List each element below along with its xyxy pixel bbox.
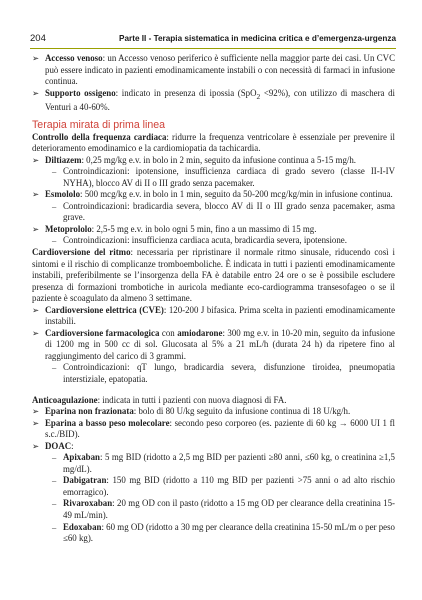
item-text: Controindicazioni: ipotensione, insufficienza cardiaca di grado severo (classe II-I-IV NYHA), blocco AV di II o III grado senza pacemaker. [63,166,395,188]
list-item-ebpm [32,418,395,441]
term: Metoprololo [45,223,92,234]
section-heading: Terapia mirata di prima linea [32,118,166,131]
spacer [32,386,395,395]
dash-bullet-icon: – [52,452,57,463]
item-text: : 5 mg BID (ridotto a 2,5 mg BID per pazienti ≥80 anni, ≤60 kg, o creatinina ≥1,5 mg/dL). [63,452,395,474]
drug-name: amiodarone [177,327,223,338]
term: Diltiazem [45,154,82,165]
term: Eparina non frazionata [45,406,134,417]
item-text: : 500 mcg/kg e.v. in bolo in 1 min, seguito da 50-200 mcg/kg/min in infusione continua. [80,189,393,200]
subscript: 2 [256,91,261,101]
arrow-bullet-icon: ➢ [32,154,40,165]
sub-item-edoxaban [32,522,395,545]
term: Rivaroxaban [63,498,113,509]
arrow-bullet-icon: ➢ [32,417,40,428]
dash-bullet-icon: – [52,166,57,177]
term: Anticoagulazione [32,394,98,405]
item-text: : 150 mg BID (ridotto a 110 mg BID per pazienti >75 anni o ad alto rischio emorragico). [63,475,395,497]
paragraph-rate-control [32,132,395,155]
item-text: : [71,440,74,451]
item-text-cont: <92%), con utilizzo di maschera di Venturi a 40-60%. [45,87,395,112]
term: Controllo della frequenza cardiaca [32,131,167,142]
list-item-diltiazem [32,155,395,167]
sub-item-dabigatran [32,475,395,498]
page-number: 204 [30,33,46,44]
dash-bullet-icon: – [52,200,57,211]
item-text: Controindicazioni: insufficienza cardiaca acuta, bradicardia severa, ipotensione. [63,235,347,246]
header-rule [30,48,396,49]
term: Eparina a basso peso molecolare [45,417,170,428]
term: Cardioversione del ritmo [32,246,131,257]
term: Supporto ossigeno [45,87,116,98]
item-text: : indicato in presenza di ipossia (SpO [115,87,257,98]
list-item-esmolol [32,189,395,201]
running-title: Parte II - Terapia sistematica in medicina critica e d’emergenza-urgenza [119,34,396,43]
term: Dabigatran [63,475,107,486]
item-text: : 300 mg e.v. in 10-20 min, seguito da infusione di 1200 mg in 500 cc di sol. Glucosata al 5% a 21 mL/h (durata 24 h) da ripetere fino al raggiungimento del carico di 3 grammi. [45,327,395,361]
term: Edoxaban [63,521,102,532]
sub-item-apixaban [32,452,395,475]
term: Accesso venoso [45,53,103,63]
dash-bullet-icon: – [52,235,57,246]
item-text: : bolo di 80 U/kg seguito da infusione continua di 18 U/kg/h. [133,406,351,417]
sub-item-rivaroxaban [32,498,395,521]
dash-bullet-icon: – [52,498,57,509]
item-text: : 20 mg OD con il pasto (ridotto a 15 mg OD per clearance della creatinina 15-49 mL/min). [63,498,395,521]
arrow-bullet-icon: ➢ [32,440,40,451]
sub-item-contraindications [32,201,395,224]
term: Esmololo [45,189,81,200]
term: Apixaban [63,452,100,463]
arrow-bullet-icon: ➢ [32,223,40,234]
item-text: : 0,25 mg/kg e.v. in bolo in 2 min, seguito da infusione continua a 5-15 mg/h. [81,154,357,165]
list-item-doac [32,441,395,453]
paragraph-rhythm-control [32,247,395,305]
list-item-supporto-ossigeno [32,88,395,114]
arrow-bullet-icon: ➢ [32,304,40,315]
arrow-bullet-icon: ➢ [32,189,40,200]
list-item-metoprolol [32,224,395,236]
page-header [30,33,396,47]
arrow-bullet-icon: ➢ [32,327,40,338]
paragraph-text: : necessaria per ripristinare il normale ritmo sinusale, riducendo così i sintomi e il rischio di complicanze tromboemboliche. È indicata in tutti i pazienti emodinamicamente instabili, preferibilmente se l’insorgenza della FA è databile entro 24 ore o se è possibile escludere presenza di formazioni trombotiche in auricola mediante eco-cardiogramma transesofageo o se il paziente è scoagulato da almeno 3 settimane. [32,246,395,304]
paragraph-text: : indicata in tutti i pazienti con nuova diagnosi di FA. [97,394,287,405]
arrow-bullet-icon: ➢ [32,53,40,63]
dash-bullet-icon: – [52,521,57,532]
item-text: : 120-200 J bifasica. Prima scelta in pazienti emodinamicamente instabili. [45,304,396,327]
item-text: : un Accesso venoso periferico è sufficiente nella maggior parte dei casi. Un CVC può essere indicato in pazienti emodinamicamente instabili o con necessità di farmaci in infusione continua. [45,53,395,87]
term: Cardioversione farmacologica [45,327,160,338]
page-content [32,53,395,545]
item-text: : 60 mg OD (ridotto a 30 mg per clearance della creatinina 15-50 mL/m o per peso ≤60 kg). [63,521,395,544]
term: DOAC [45,440,72,451]
list-item-accesso-venoso [32,53,395,88]
item-text: : secondo peso corporeo (es. paziente di 60 kg → 6000 UI 1 fl s.c./BID). [45,417,395,440]
paragraph-anticoagulation [32,395,395,407]
arrow-bullet-icon: ➢ [32,87,40,98]
list-item-cve [32,305,395,328]
term: Cardioversione elettrica (CVE) [45,304,164,315]
dash-bullet-icon: – [52,475,57,486]
arrow-bullet-icon: ➢ [32,406,40,417]
sub-item-contraindications [32,166,395,189]
list-item-pharmacological-cardioversion [32,328,395,363]
sub-item-contraindications [32,235,395,247]
list-item-enf [32,406,395,418]
dash-bullet-icon: – [52,362,57,373]
sub-item-contraindications [32,362,395,385]
connector-text: con [159,327,178,338]
item-text: Controindicazioni: bradicardia severa, blocco AV di II o III grado senza pacemaker, asma grave. [63,200,395,223]
item-text: : 2,5-5 mg e.v. in bolo ogni 5 min, fino a un massimo di 15 mg. [91,223,317,234]
item-text: Controindicazioni: qT lungo, bradicardia severa, disfunzione tiroidea, pneumopatia interstiziale, epatopatia. [63,362,395,384]
paragraph-text: : ridurre la frequenza ventricolare è essenziale per prevenire il deterioramento emodinamico e la cardiomiopatia da tachicardia. [32,131,395,154]
